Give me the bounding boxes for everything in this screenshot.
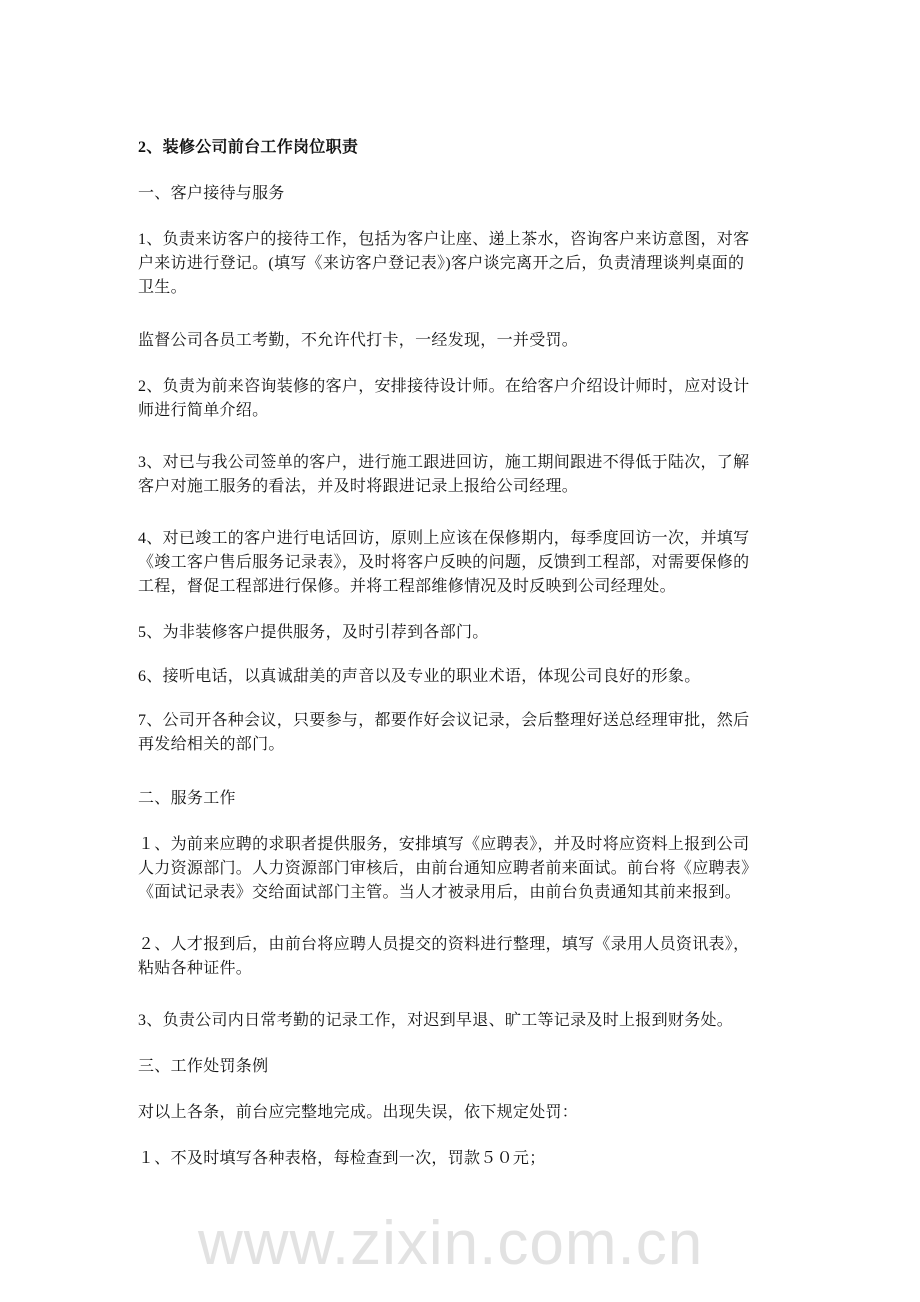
section-heading: 三、工作处罚条例: [138, 1058, 269, 1075]
paragraph-line: 师进行简单介绍。: [138, 402, 269, 419]
paragraph-line: 户来访进行登记。(填写《来访客户登记表》)客户谈完离开之后，负责清理谈判桌面的: [138, 255, 745, 272]
paragraph-line: １、为前来应聘的求职者提供服务，安排填写《应聘表》，并及时将应资料上报到公司: [138, 836, 750, 853]
section-heading: 一、客户接待与服务: [138, 185, 285, 202]
paragraph-line: 粘贴各种证件。: [138, 960, 253, 977]
paragraph-line: ２、人才报到后，由前台将应聘人员提交的资料进行整理，填写《录用人员资讯表》，: [138, 936, 750, 953]
paragraph-line: 《面试记录表》交给面试部门主管。当人才被录用后，由前台负责通知其前来报到。: [138, 884, 742, 901]
paragraph-line: 监督公司各员工考勤，不允许代打卡，一经发现，一并受罚。: [138, 332, 579, 349]
paragraph-line: 《竣工客户售后服务记录表》，及时将客户反映的问题，反馈到工程部，对需要保修的: [138, 554, 750, 571]
paragraph-line: １、不及时填写各种表格，每检查到一次，罚款５０元；: [138, 1150, 546, 1167]
paragraph-line: 3、对已与我公司签单的客户，进行施工跟进回访，施工期间跟进不得低于陆次，了解: [138, 454, 750, 471]
section-heading: 二、服务工作: [138, 790, 236, 807]
paragraph-line: 1、负责来访客户的接待工作，包括为客户让座、递上茶水，咨询客户来访意图，对客: [138, 231, 750, 248]
paragraph-line: 7、公司开各种会议，只要参与，都要作好会议记录，会后整理好送总经理审批，然后: [138, 712, 750, 729]
paragraph-line: 6、接听电话，以真诚甜美的声音以及专业的职业术语，体现公司良好的形象。: [138, 668, 701, 685]
paragraph-line: 客户对施工服务的看法，并及时将跟进记录上报给公司经理。: [138, 478, 579, 495]
paragraph-line: 对以上各条，前台应完整地完成。出现失误，依下规定处罚：: [138, 1104, 579, 1121]
watermark: www.zixin.com.cn: [198, 1209, 704, 1278]
paragraph-line: 人力资源部门。人力资源部门审核后，由前台通知应聘者前来面试。前台将《应聘表》: [138, 860, 758, 877]
paragraph-line: 工程，督促工程部进行保修。并将工程部维修情况及时反映到公司经理处。: [138, 578, 676, 595]
paragraph-line: 3、负责公司内日常考勤的记录工作，对迟到早退、旷工等记录及时上报到财务处。: [138, 1012, 734, 1029]
paragraph-line: 4、对已竣工的客户进行电话回访，原则上应该在保修期内，每季度回访一次，并填写: [138, 530, 750, 547]
paragraph-line: 卫生。: [138, 279, 187, 296]
paragraph-line: 5、为非装修客户提供服务，及时引荐到各部门。: [138, 624, 489, 641]
paragraph-line: 2、负责为前来咨询装修的客户，安排接待设计师。在给客户介绍设计师时，应对设计: [138, 378, 750, 395]
document-title: 2、装修公司前台工作岗位职责: [138, 139, 359, 156]
paragraph-line: 再发给相关的部门。: [138, 736, 285, 753]
